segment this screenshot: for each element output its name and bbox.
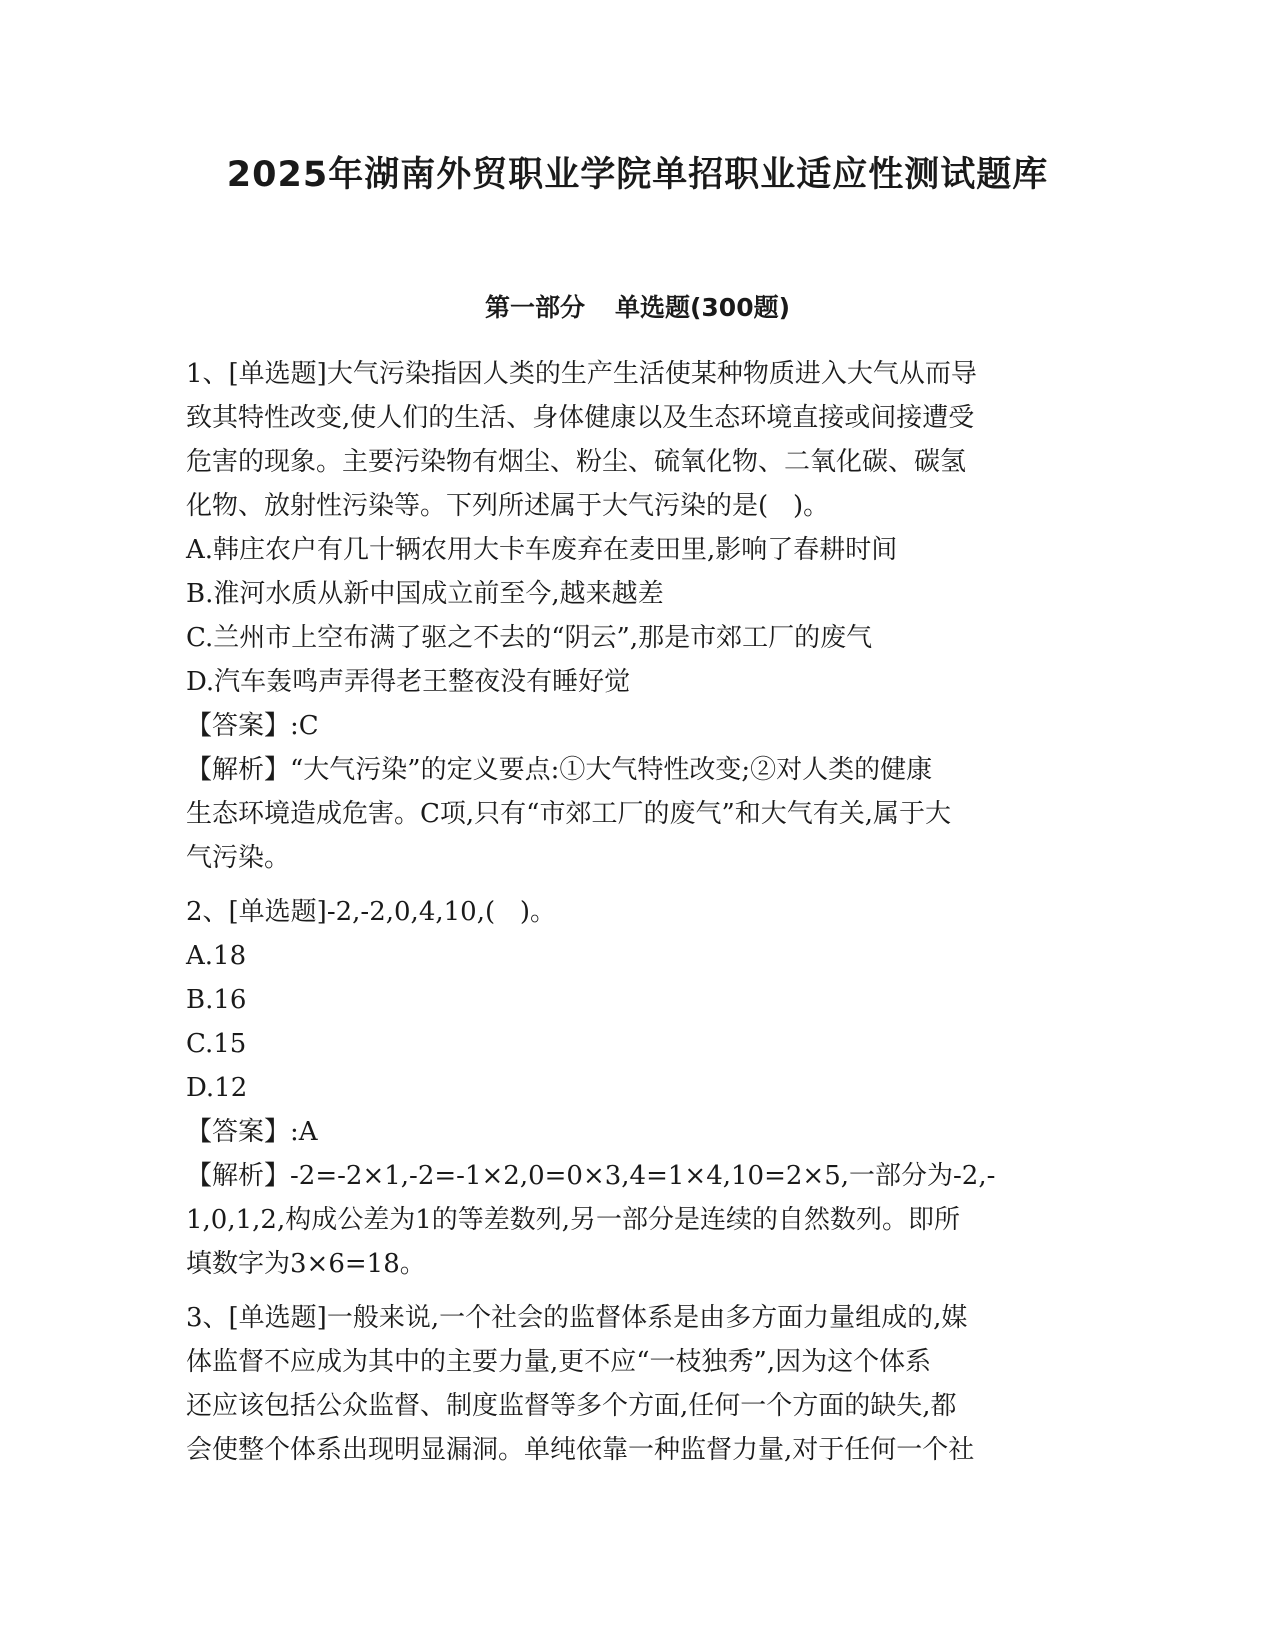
question-text-line: 体监督不应成为其中的主要力量,更不应“一枝独秀”,因为这个体系 — [186, 1347, 932, 1377]
answer-label: 【答案】 — [186, 1117, 291, 1147]
analysis-text-line: “大气污染”的定义要点:①大气特性改变;②对人类的健康 — [290, 755, 933, 785]
document-title: 2025年湖南外贸职业学院单招职业适应性测试题库 — [226, 155, 1049, 195]
option-a: A.韩庄农户有几十辆农用大卡车废弃在麦田里,影响了春耕时间 — [186, 535, 898, 565]
analysis — [186, 748, 1086, 792]
question-list — [186, 352, 1086, 1472]
question-3 — [186, 1296, 1086, 1472]
analysis-text-line: 填数字为3×6=18。 — [186, 1249, 426, 1279]
section-heading — [0, 288, 1275, 324]
question-2 — [186, 890, 1086, 1286]
analysis-label: 【解析】 — [186, 1161, 291, 1191]
question-text-line: 致其特性改变,使人们的生活、身体健康以及生态环境直接或间接遭受 — [186, 403, 975, 433]
option-b: B.16 — [186, 985, 247, 1015]
analysis-text-line: 生态环境造成危害。C项,只有“市郊工厂的废气”和大气有关,属于大 — [186, 799, 952, 829]
answer-label: 【答案】 — [186, 711, 291, 741]
answer-value: :A — [290, 1117, 318, 1147]
question-text-line: 还应该包括公众监督、制度监督等多个方面,任何一个方面的缺失,都 — [186, 1391, 957, 1421]
question-text-line: 1、[单选题]大气污染指因人类的生产生活使某种物质进入大气从而导 — [186, 359, 977, 389]
question-text-line: 化物、放射性污染等。下列所述属于大气污染的是( )。 — [186, 491, 830, 521]
answer-value: :C — [290, 711, 319, 741]
option-c: C.15 — [186, 1029, 247, 1059]
question-text-line: 会使整个体系出现明显漏洞。单纯依靠一种监督力量,对于任何一个社 — [186, 1435, 975, 1465]
analysis-text-line: -2=-2×1,-2=-1×2,0=0×3,4=1×4,10=2×5,一部分为-2,- — [290, 1161, 996, 1191]
option-b: B.淮河水质从新中国成立前至今,越来越差 — [186, 579, 664, 609]
answer — [186, 704, 1086, 748]
option-d: D.12 — [186, 1073, 248, 1103]
analysis — [186, 1154, 1086, 1198]
option-d: D.汽车轰鸣声弄得老王整夜没有睡好觉 — [186, 667, 631, 697]
answer — [186, 1110, 1086, 1154]
option-c: C.兰州市上空布满了驱之不去的“阴云”,那是市郊工厂的废气 — [186, 623, 873, 653]
section-part: 第一部分 — [484, 293, 585, 322]
analysis-text-line: 气污染。 — [186, 843, 291, 873]
question-1 — [186, 352, 1086, 880]
option-a: A.18 — [186, 941, 247, 971]
analysis-label: 【解析】 — [186, 755, 291, 785]
section-name: 单选题(300题) — [614, 293, 791, 322]
question-text-line: 危害的现象。主要污染物有烟尘、粉尘、硫氧化物、二氧化碳、碳氢 — [186, 447, 967, 477]
question-text-line: 3、[单选题]一般来说,一个社会的监督体系是由多方面力量组成的,媒 — [186, 1303, 968, 1333]
question-text-line: 2、[单选题]-2,-2,0,4,10,( )。 — [186, 897, 557, 927]
analysis-text-line: 1,0,1,2,构成公差为1的等差数列,另一部分是连续的自然数列。即所 — [186, 1205, 961, 1235]
